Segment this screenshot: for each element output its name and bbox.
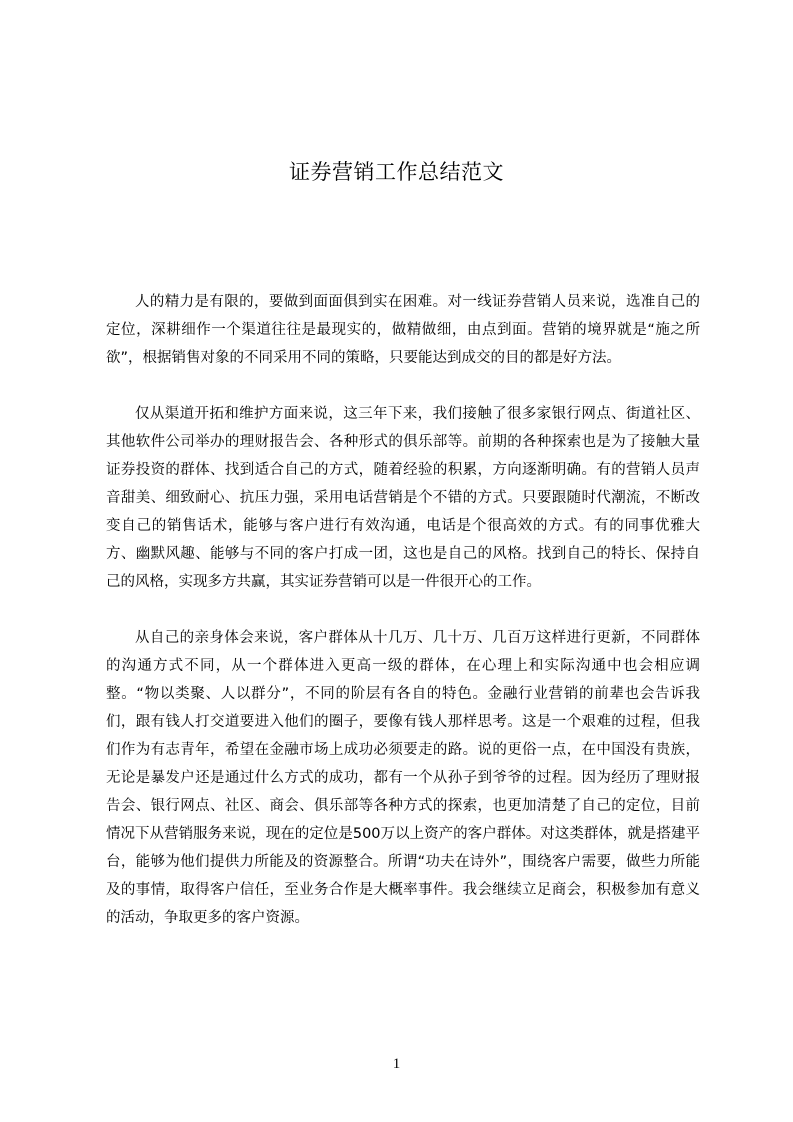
page-number: 1 bbox=[392, 1056, 401, 1072]
paragraph-channel-focus: 人的精力是有限的，要做到面面俱到实在困难。对一线证券营销人员来说，选准自己的定位，深耕细作一个渠道往往是最现实的，做精做细，由点到面。营销的境界就是“施之所欲”，根据销售对象的不同采用不同的策略，只要能达到成交的目的都是好方法。 bbox=[106, 294, 700, 366]
document-body bbox=[106, 288, 700, 960]
document-title: 证券营销工作总结范文 bbox=[289, 160, 504, 185]
paragraph-client-groups: 从自己的亲身体会来说，客户群体从十几万、几十万、几百万这样进行更新，不同群体的沟通方式不同，从一个群体进入更高一级的群体，在心理上和实际沟通中也会相应调整。“物以类聚、人以群分”，不同的阶层有各自的特色。金融行业营销的前辈也会告诉我们，跟有钱人打交道要进入他们的圈子，要像有钱人那样思考。这是一个艰难的过程，但我们作为有志青年，希望在金融市场上成功必须要走的路。说的更俗一点，在中国没有贵族，无论是暴发户还是通过什么方式的成功，都有一个从孙子到爷爷的过程。因为经历了理财报告会、银行网点、社区、商会、俱乐部等各种方式的探索，也更加清楚了自己的定位，目前情况下从营销服务来说，现在的定位是500万以上资产的客户群体。对这类群体，就是搭建平台，能够为他们提供力所能及的资源整合。所谓“功夫在诗外”，围绕客户需要，做些力所能及的事情，取得客户信任，至业务合作是大概率事件。我会继续立足商会，积极参加有意义的活动，争取更多的客户资源。 bbox=[106, 630, 700, 926]
paragraph-channel-development: 仅从渠道开拓和维护方面来说，这三年下来，我们接触了很多家银行网点、街道社区、其他软件公司举办的理财报告会、各种形式的俱乐部等。前期的各种探索也是为了接触大量证券投资的群体、找到适合自己的方式，随着经验的积累，方向逐渐明确。有的营销人员声音甜美、细致耐心、抗压力强，采用电话营销是个不错的方式。只要跟随时代潮流，不断改变自己的销售话术，能够与客户进行有效沟通，电话是个很高效的方式。有的同事优雅大方、幽默风趣、能够与不同的客户打成一团，这也是自己的风格。找到自己的特长、保持自己的风格，实现多方共赢，其实证券营销可以是一件很开心的工作。 bbox=[106, 406, 700, 590]
